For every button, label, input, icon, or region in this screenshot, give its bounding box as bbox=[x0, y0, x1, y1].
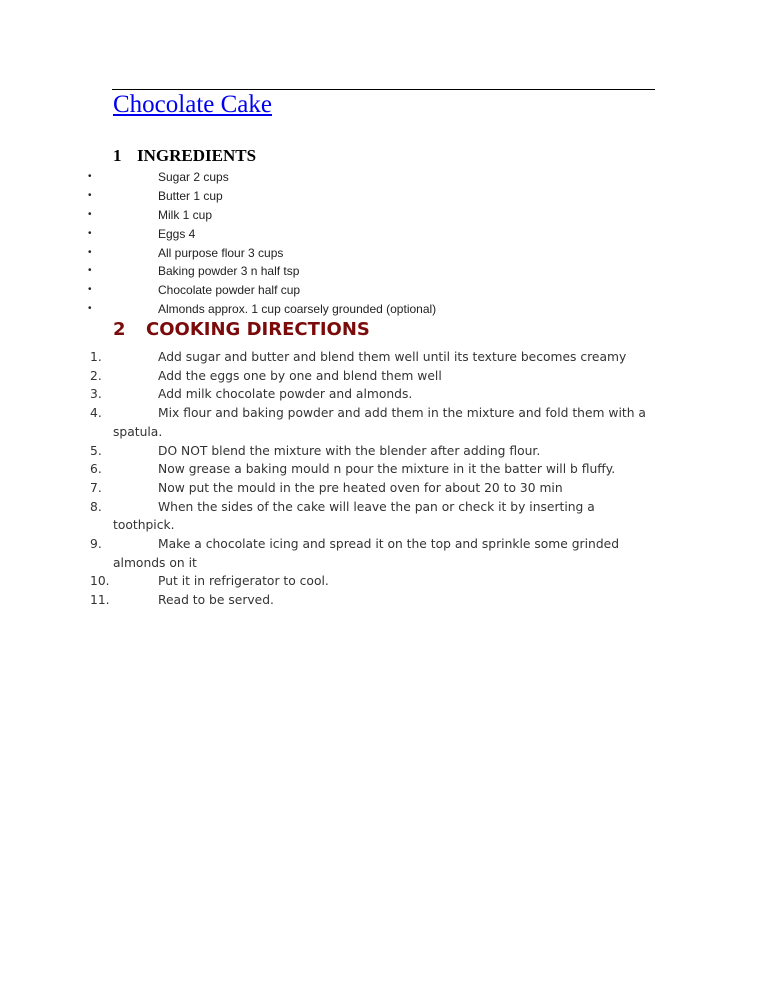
ingredient-text: Almonds approx. 1 cup coarsely grounded (optional) bbox=[158, 302, 437, 317]
page-title[interactable]: Chocolate Cake bbox=[113, 91, 272, 118]
list-item bbox=[0, 535, 648, 572]
ingredients-heading-text: INGREDIENTS bbox=[137, 146, 257, 165]
ingredient-text: Milk 1 cup bbox=[158, 207, 213, 222]
step-number: 6. bbox=[90, 462, 102, 477]
step-number: 11. bbox=[90, 593, 110, 608]
ingredients-heading-number: 1 bbox=[113, 146, 122, 165]
ingredient-text: Eggs 4 bbox=[158, 226, 196, 241]
list-item bbox=[0, 367, 648, 386]
step-text: Add milk chocolate powder and almonds. bbox=[158, 387, 413, 402]
list-item bbox=[0, 479, 648, 498]
directions-heading-text: COOKING DIRECTIONS bbox=[146, 319, 370, 340]
list-item bbox=[0, 385, 648, 404]
list-item bbox=[0, 591, 648, 610]
step-text: When the sides of the cake will leave the pan or check it by inserting a toothpick. bbox=[113, 499, 595, 533]
step-number: 4. bbox=[90, 406, 102, 421]
step-text: Add sugar and butter and blend them well until its texture becomes creamy bbox=[158, 350, 627, 364]
bullet-marker: • bbox=[88, 246, 92, 258]
directions-list bbox=[0, 348, 648, 610]
step-number: 8. bbox=[90, 499, 102, 514]
bullet-marker: • bbox=[88, 303, 92, 315]
step-number: 7. bbox=[90, 480, 102, 495]
step-number: 2. bbox=[90, 368, 102, 383]
step-text: Put it in refrigerator to cool. bbox=[158, 574, 329, 589]
step-text: Now grease a baking mould n pour the mixture in it the batter will b fluffy. bbox=[158, 462, 616, 477]
step-text: Now put the mould in the pre heated oven for about 20 to 30 min bbox=[158, 480, 563, 495]
bullet-marker: • bbox=[88, 265, 92, 277]
bullet-marker: • bbox=[88, 189, 92, 201]
step-number: 9. bbox=[90, 537, 102, 552]
list-item bbox=[0, 572, 648, 591]
list-item bbox=[0, 460, 648, 479]
list-item bbox=[0, 442, 648, 461]
ingredient-text: Sugar 2 cups bbox=[158, 170, 229, 184]
bullet-marker: • bbox=[88, 171, 92, 182]
step-text: Mix flour and baking powder and add them in the mixture and fold them with a spatula. bbox=[113, 406, 646, 439]
step-text: Add the eggs one by one and blend them well bbox=[158, 368, 442, 383]
step-text: DO NOT blend the mixture with the blender after adding flour. bbox=[158, 443, 541, 458]
ingredient-text: Baking powder 3 n half tsp bbox=[158, 264, 300, 279]
directions-heading-number: 2 bbox=[113, 319, 126, 340]
ingredient-text: Butter 1 cup bbox=[158, 188, 223, 203]
step-number: 5. bbox=[90, 443, 102, 458]
ingredient-text: Chocolate powder half cup bbox=[158, 283, 301, 298]
step-text: Make a chocolate icing and spread it on the top and sprinkle some grinded almonds on it bbox=[113, 537, 620, 570]
bullet-marker: • bbox=[88, 227, 92, 239]
ingredient-text: All purpose flour 3 cups bbox=[158, 245, 284, 260]
bullet-marker: • bbox=[88, 284, 92, 296]
step-text: Read to be served. bbox=[158, 593, 274, 608]
step-number: 10. bbox=[90, 574, 110, 589]
list-item bbox=[0, 404, 648, 441]
directions-heading bbox=[113, 318, 370, 342]
step-number: 1. bbox=[90, 350, 102, 364]
list-item bbox=[0, 498, 648, 535]
bullet-marker: • bbox=[88, 208, 92, 220]
ingredients-heading bbox=[113, 145, 256, 167]
step-number: 3. bbox=[90, 387, 102, 402]
list-item bbox=[0, 348, 648, 367]
